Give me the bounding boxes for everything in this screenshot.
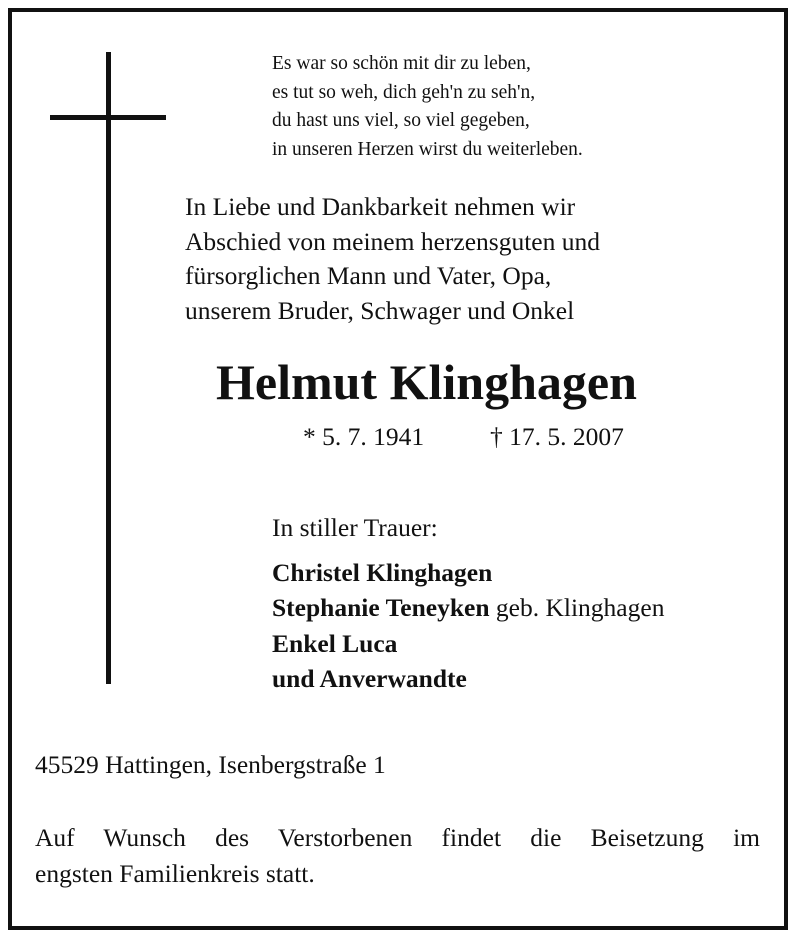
mourners-list — [272, 510, 664, 697]
intro-line: Abschied von meinem herzensguten und — [185, 226, 600, 256]
poem-line: in unseren Herzen wirst du weiterleben. — [272, 138, 583, 160]
mourners-heading: In stiller Trauer: — [272, 513, 438, 542]
death-date: † 17. 5. 2007 — [490, 422, 624, 451]
poem-line: du hast uns viel, so viel gegeben, — [272, 110, 530, 131]
intro-line: unserem Bruder, Schwager und Onkel — [185, 295, 575, 325]
burial-notice — [35, 820, 760, 892]
mourner-name: Christel Klinghagen — [272, 557, 493, 587]
mourner-name: Stephanie Teneyken — [272, 593, 490, 622]
mourner-entry — [272, 661, 664, 697]
cross-icon — [106, 52, 111, 684]
poem-line: es tut so weh, dich geh'n zu seh'n, — [272, 81, 536, 103]
birth-date: * 5. 7. 1941 — [303, 422, 425, 451]
intro-line: In Liebe und Dankbarkeit nehmen wir — [185, 192, 576, 221]
intro-line: fürsorglichen Mann und Vater, Opa, — [185, 261, 552, 290]
mourner-name: und Anverwandte — [272, 664, 467, 693]
mourner-entry — [272, 626, 664, 662]
intro-text — [185, 190, 600, 328]
mourner-name: Enkel Luca — [272, 628, 398, 658]
deceased-name: Helmut Klinghagen — [216, 354, 637, 410]
mourner-suffix: geb. Klinghagen — [489, 593, 665, 622]
notice-line: engsten Familienkreis statt. — [35, 859, 315, 888]
cross-icon-bar — [50, 115, 166, 120]
poem — [272, 50, 583, 164]
mourner-entry — [272, 590, 664, 626]
notice-line: Auf Wunsch des Verstorbenen findet die Beisetzung im — [35, 823, 760, 852]
mourner-entry — [272, 555, 664, 591]
poem-line: Es war so schön mit dir zu leben, — [272, 53, 531, 74]
address: 45529 Hattingen, Isenbergstraße 1 — [35, 750, 386, 779]
